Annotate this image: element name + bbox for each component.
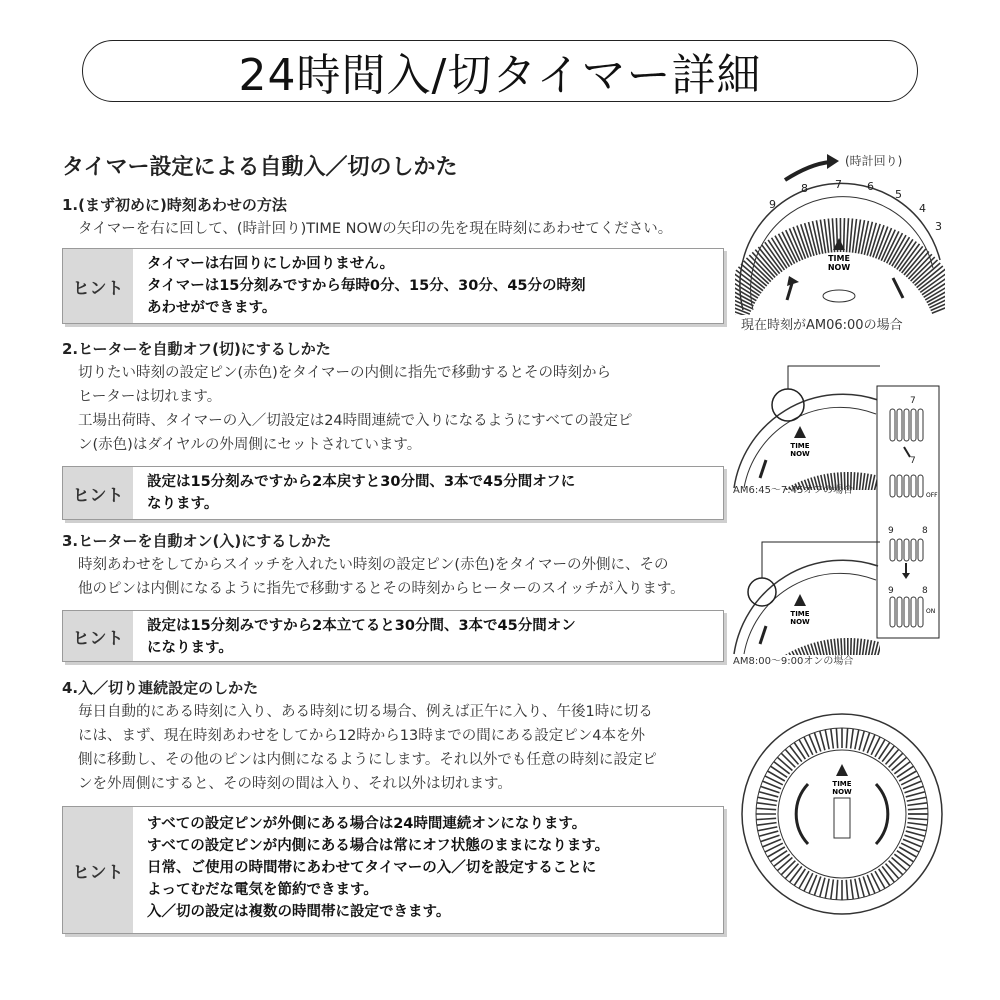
up-arrow-icon — [760, 460, 766, 478]
callout-line — [762, 542, 880, 578]
step-3-body-line: 他のピンは内側になるように指先で移動するとその時刻からヒーターのスイッチが入ります。 — [78, 581, 685, 597]
step-1-heading: 1.(まず初めに)時刻あわせの方法 — [62, 196, 287, 214]
dial-pin — [856, 472, 858, 490]
callout-line — [788, 366, 880, 389]
setting-pin — [904, 475, 909, 497]
step-4-body-line: 側に移動し、その他のピンは内側になるようにします。それ以外でも任意の時刻に設定ピ — [78, 752, 657, 768]
on-label: ON — [926, 608, 936, 615]
setting-pin — [890, 597, 895, 627]
time-now-pointer-icon — [794, 594, 806, 606]
zoom-circle — [772, 389, 804, 421]
hint-line: 日常、ご使用の時間帯にあわせてタイマーの入／切を設定することに — [147, 860, 597, 876]
hint-label: ヒント — [63, 249, 133, 323]
hint-label: ヒント — [63, 807, 133, 933]
full-timer-dial — [740, 712, 945, 917]
setting-pin — [897, 409, 902, 441]
mark-line — [893, 278, 903, 298]
svg-text:8: 8 — [922, 586, 928, 596]
step-3-body — [78, 553, 723, 601]
svg-text:9: 9 — [888, 586, 894, 596]
hint-line: なります。 — [147, 496, 219, 512]
hint-line: 入／切の設定は複数の時間帯に設定できます。 — [147, 904, 451, 920]
hint-line: になります。 — [147, 640, 233, 656]
setting-pin — [890, 475, 895, 497]
svg-text:7: 7 — [835, 178, 842, 191]
hint-line: 設定は15分刻みですから2本戻すと30分間、3本で45分間オフに — [147, 474, 576, 490]
hint-line: あわせができます。 — [147, 300, 277, 316]
clockwise-label: (時計回り) — [845, 154, 903, 168]
hint-text-3 — [133, 611, 586, 661]
svg-text:NOW: NOW — [790, 450, 810, 458]
hint-label: ヒント — [63, 467, 133, 519]
zoom-circle — [748, 578, 776, 606]
off-label: OFF — [926, 492, 938, 499]
dial-pin — [832, 218, 834, 252]
step-3-heading: 3.ヒーターを自動オン(入)にするしかた — [62, 532, 332, 550]
svg-text:6: 6 — [867, 180, 874, 193]
hint-line: タイマーは15分刻みですから毎時0分、15分、30分、45分の時刻 — [147, 278, 586, 294]
hint-box-4 — [62, 806, 724, 934]
svg-text:7: 7 — [910, 456, 916, 466]
svg-text:9: 9 — [888, 526, 894, 536]
hint-line: すべての設定ピンが外側にある場合は24時間連続オンになります。 — [147, 816, 587, 832]
timer-dial-diagram-3 — [730, 530, 880, 655]
step-2-body-line: 工場出荷時、タイマーの入／切設定は24時間連続で入りになるようにすべての設定ピ — [78, 413, 633, 429]
page-title-frame — [82, 40, 918, 102]
step-1-body-line: タイマーを右に回して、(時計回り)TIME NOWの矢印の先を現在時刻にあわせてください。 — [78, 221, 673, 237]
setting-pin — [904, 409, 909, 441]
dial-3-caption: AM8:00～9:00オンの場合 — [733, 656, 854, 667]
hint-box-3 — [62, 610, 724, 662]
setting-pin — [918, 597, 923, 627]
step-4-body-line: 毎日自動的にある時刻に入り、ある時刻に切る場合、例えば正午に入り、午後1時に切る — [78, 704, 653, 720]
svg-text:TIME: TIME — [790, 442, 810, 450]
svg-text:NOW: NOW — [790, 618, 810, 626]
hint-text-4 — [133, 807, 619, 933]
timer-dial-diagram-2 — [730, 360, 880, 490]
svg-text:8: 8 — [922, 526, 928, 536]
step-4-body-line: ンを外周側にすると、その時刻の間は入り、それ以外は切れます。 — [78, 776, 512, 792]
dial-pin — [828, 219, 831, 253]
setting-pin — [897, 539, 902, 561]
step-2-body — [78, 361, 723, 457]
setting-pin — [918, 539, 923, 561]
dial-pin — [844, 218, 845, 252]
setting-pin — [911, 539, 916, 561]
setting-pin — [897, 597, 902, 627]
pin-detail-box — [876, 385, 942, 640]
setting-pin — [918, 475, 923, 497]
hint-line: 設定は15分刻みですから2本立てると30分間、3本で45分間オン — [147, 618, 576, 634]
page-title: 24時間入/切タイマー詳細 — [238, 50, 762, 101]
hint-line: よってむだな電気を節約できます。 — [147, 882, 378, 898]
hint-text-2 — [133, 467, 585, 519]
step-1-body — [78, 217, 723, 241]
time-now-label: TIME — [828, 254, 850, 263]
dial-pin — [850, 219, 853, 253]
setting-pin — [911, 597, 916, 627]
section-title: タイマー設定による自動入／切のしかた — [62, 155, 458, 180]
hint-text-1 — [133, 249, 596, 323]
dial-pin — [858, 639, 861, 655]
step-4-heading: 4.入／切り連続設定のしかた — [62, 679, 259, 697]
clockwise-arrow-icon — [785, 162, 830, 180]
setting-pin — [918, 409, 923, 441]
svg-text:8: 8 — [801, 182, 808, 195]
svg-text:7: 7 — [910, 396, 916, 406]
hint-label: ヒント — [63, 611, 133, 661]
svg-text:9: 9 — [769, 198, 776, 211]
step-2-body-line: 切りたい時刻の設定ピン(赤色)をタイマーの内側に指先で移動するとその時刻から — [78, 365, 612, 381]
dial-1-caption: 現在時刻がAM06:00の場合 — [741, 318, 903, 333]
svg-text:TIME: TIME — [832, 780, 852, 788]
setting-pin — [904, 597, 909, 627]
dial-pin — [853, 472, 855, 490]
setting-pin — [911, 409, 916, 441]
hint-box-1 — [62, 248, 724, 324]
hint-line: すべての設定ピンが内側にある場合は常にオフ状態のままになります。 — [147, 838, 610, 854]
setting-pin — [890, 409, 895, 441]
arrow-head-icon — [827, 154, 839, 169]
step-2-body-line: ヒーターは切れます。 — [78, 389, 222, 405]
step-4-body — [78, 700, 723, 796]
setting-pin — [911, 475, 916, 497]
dial-2-caption: AM6:45～7:45オフの場合 — [733, 485, 854, 496]
dial-pin — [858, 473, 861, 490]
svg-text:3: 3 — [935, 220, 942, 233]
svg-text:NOW: NOW — [832, 788, 852, 796]
svg-text:5: 5 — [895, 188, 902, 201]
dial-knob-icon — [823, 290, 855, 302]
step-2-body-line: ン(赤色)はダイヤルの外周側にセットされています。 — [78, 437, 422, 453]
svg-text:4: 4 — [919, 202, 926, 215]
svg-text:TIME: TIME — [790, 610, 810, 618]
time-now-label: NOW — [827, 263, 851, 272]
hint-line: タイマーは右回りにしか回りません。 — [147, 256, 395, 272]
timer-dial-diagram-1 — [735, 150, 945, 315]
step-4-body-line: には、まず、現在時刻あわせをしてから12時から13時までの間にある設定ピン4本を外 — [78, 728, 645, 744]
setting-pin — [890, 539, 895, 561]
step-2-heading: 2.ヒーターを自動オフ(切)にするしかた — [62, 340, 331, 358]
setting-pin — [904, 539, 909, 561]
dial-pin — [856, 638, 858, 655]
hint-box-2 — [62, 466, 724, 520]
step-3-body-line: 時刻あわせをしてからスイッチを入れたい時刻の設定ピン(赤色)をタイマーの外側に、その — [78, 557, 669, 573]
dial-center-label — [834, 798, 850, 838]
time-now-pointer-icon — [794, 426, 806, 438]
dial-pin — [847, 218, 849, 252]
setting-pin — [897, 475, 902, 497]
up-arrow-icon — [760, 626, 766, 644]
